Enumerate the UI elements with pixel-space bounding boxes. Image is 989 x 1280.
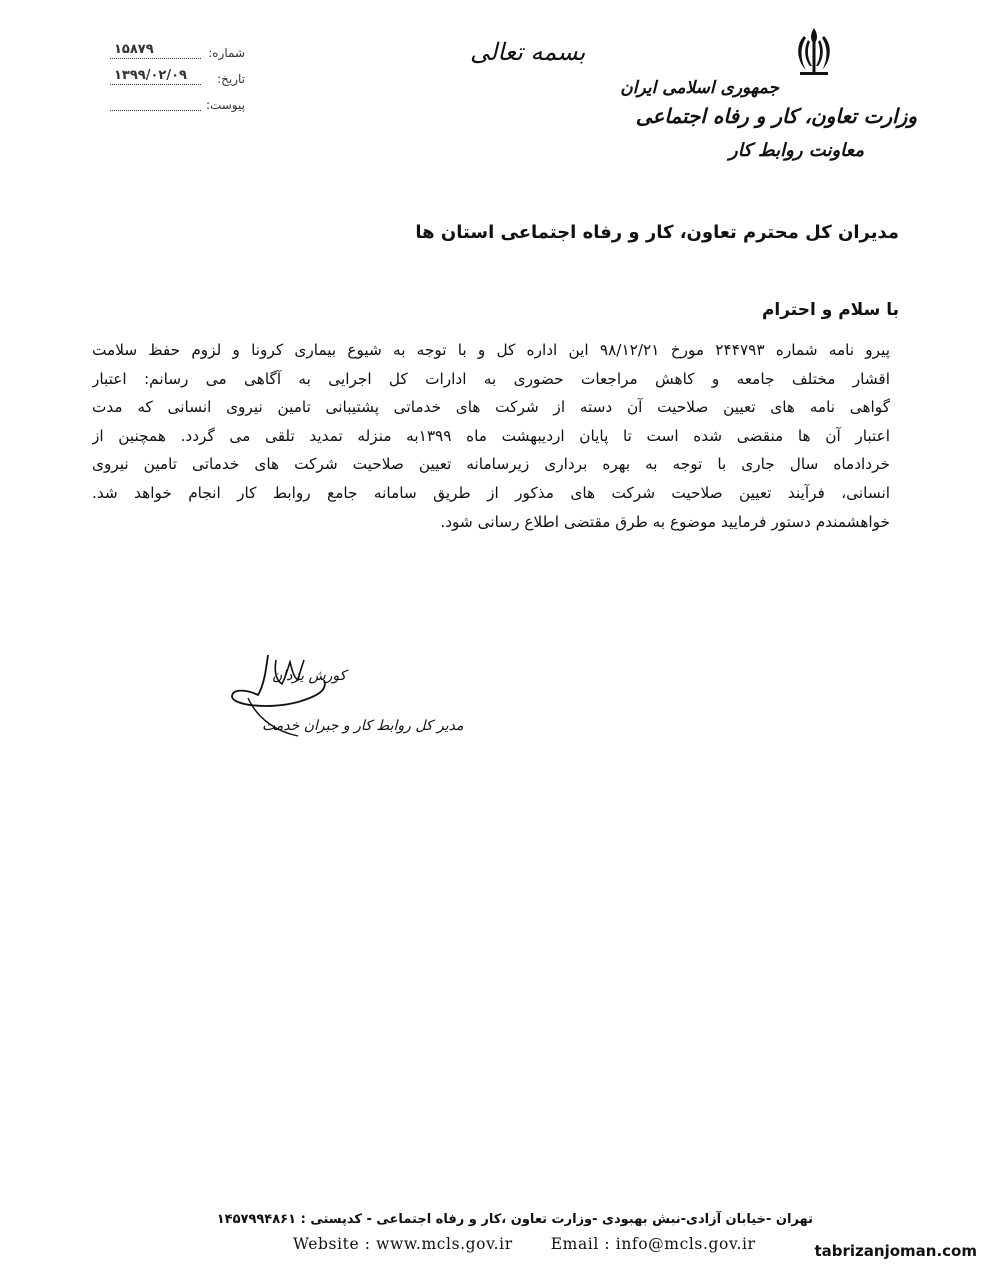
dotted-line xyxy=(110,58,201,59)
footer-address: تهران -خیابان آزادی-نبش بهبودی -وزارت تعاون ،کار و رفاه اجتماعی - کدپستی : ۱۴۵۷۹۹۴۸۶۱ xyxy=(216,1212,813,1227)
footer-contact xyxy=(293,1235,756,1253)
letter-body xyxy=(92,336,890,536)
signatory-name: کورش یزدان xyxy=(272,668,347,684)
body-line: انسانی، فرآیند تعیین صلاحیت شرکت های مذکور از طریق سامانه جامع روابط کار انجام خواهد شد. xyxy=(92,483,890,502)
org-department: معاونت روابط کار xyxy=(729,140,864,161)
letter-number-row xyxy=(110,44,245,64)
body-line: اعتبار آن ها منقضی شده است تا پایان اردیبهشت ماه ۱۳۹۹به منزله تمدید تلقی می گردد. همچنین از xyxy=(92,426,890,445)
letter-date-row xyxy=(110,70,245,90)
letter-number-value: ۱۵۸۷۹ xyxy=(114,42,154,57)
body-line: اقشار مختلف جامعه و کاهش مراجعات حضوری به ادارات کل اجرایی به آگاهی می رسانم: اعتبار xyxy=(92,369,890,388)
letter-attachment-label: پیوست: xyxy=(205,98,245,112)
iran-emblem-icon xyxy=(790,26,838,78)
letter-date-value: ۱۳۹۹/۰۲/۰۹ xyxy=(114,68,187,83)
footer-website: Website : www.mcls.gov.ir xyxy=(293,1235,513,1253)
body-line: پیرو نامه شماره ۲۴۴۷۹۳ مورخ ۹۸/۱۲/۲۱ این اداره کل و با توجه به شیوع بیماری کرونا و لزوم حفظ سلامت xyxy=(92,341,890,359)
letter-attachment-row xyxy=(110,96,245,116)
body-line: خردادماه سال جاری با توجه به بهره برداری زیرسامانه تعیین صلاحیت شرکت های خدماتی تامین نیروی xyxy=(92,455,890,474)
letter-recipient: مدیران کل محترم تعاون، کار و رفاه اجتماعی استان ها xyxy=(415,222,899,243)
dotted-line xyxy=(110,110,201,111)
org-ministry: وزارت تعاون، کار و رفاه اجتماعی xyxy=(635,104,917,128)
footer-email: Email : info@mcls.gov.ir xyxy=(550,1235,756,1253)
letter-date-label: تاریخ: xyxy=(217,72,245,86)
body-line: گواهی نامه های تعیین صلاحیت آن دسته از شرکت های خدماتی پشتیبانی تامین نیروی انسانی که مدت xyxy=(92,398,890,417)
org-country: جمهوری اسلامی ایران xyxy=(620,78,779,98)
bismillah-heading: بسمه تعالی xyxy=(470,38,586,66)
handwritten-signature xyxy=(228,650,408,755)
body-line: خواهشمندم دستور فرمایید موضوع به طرق مقتضی اطلاع رسانی شود. xyxy=(440,512,890,531)
watermark-text: tabrizanjoman.com xyxy=(814,1242,977,1260)
letter-number-label: شماره: xyxy=(208,46,245,60)
letter-greeting: با سلام و احترام xyxy=(761,300,899,320)
signatory-title: مدیر کل روابط کار و جبران خدمت xyxy=(262,718,464,734)
dotted-line xyxy=(110,84,201,85)
